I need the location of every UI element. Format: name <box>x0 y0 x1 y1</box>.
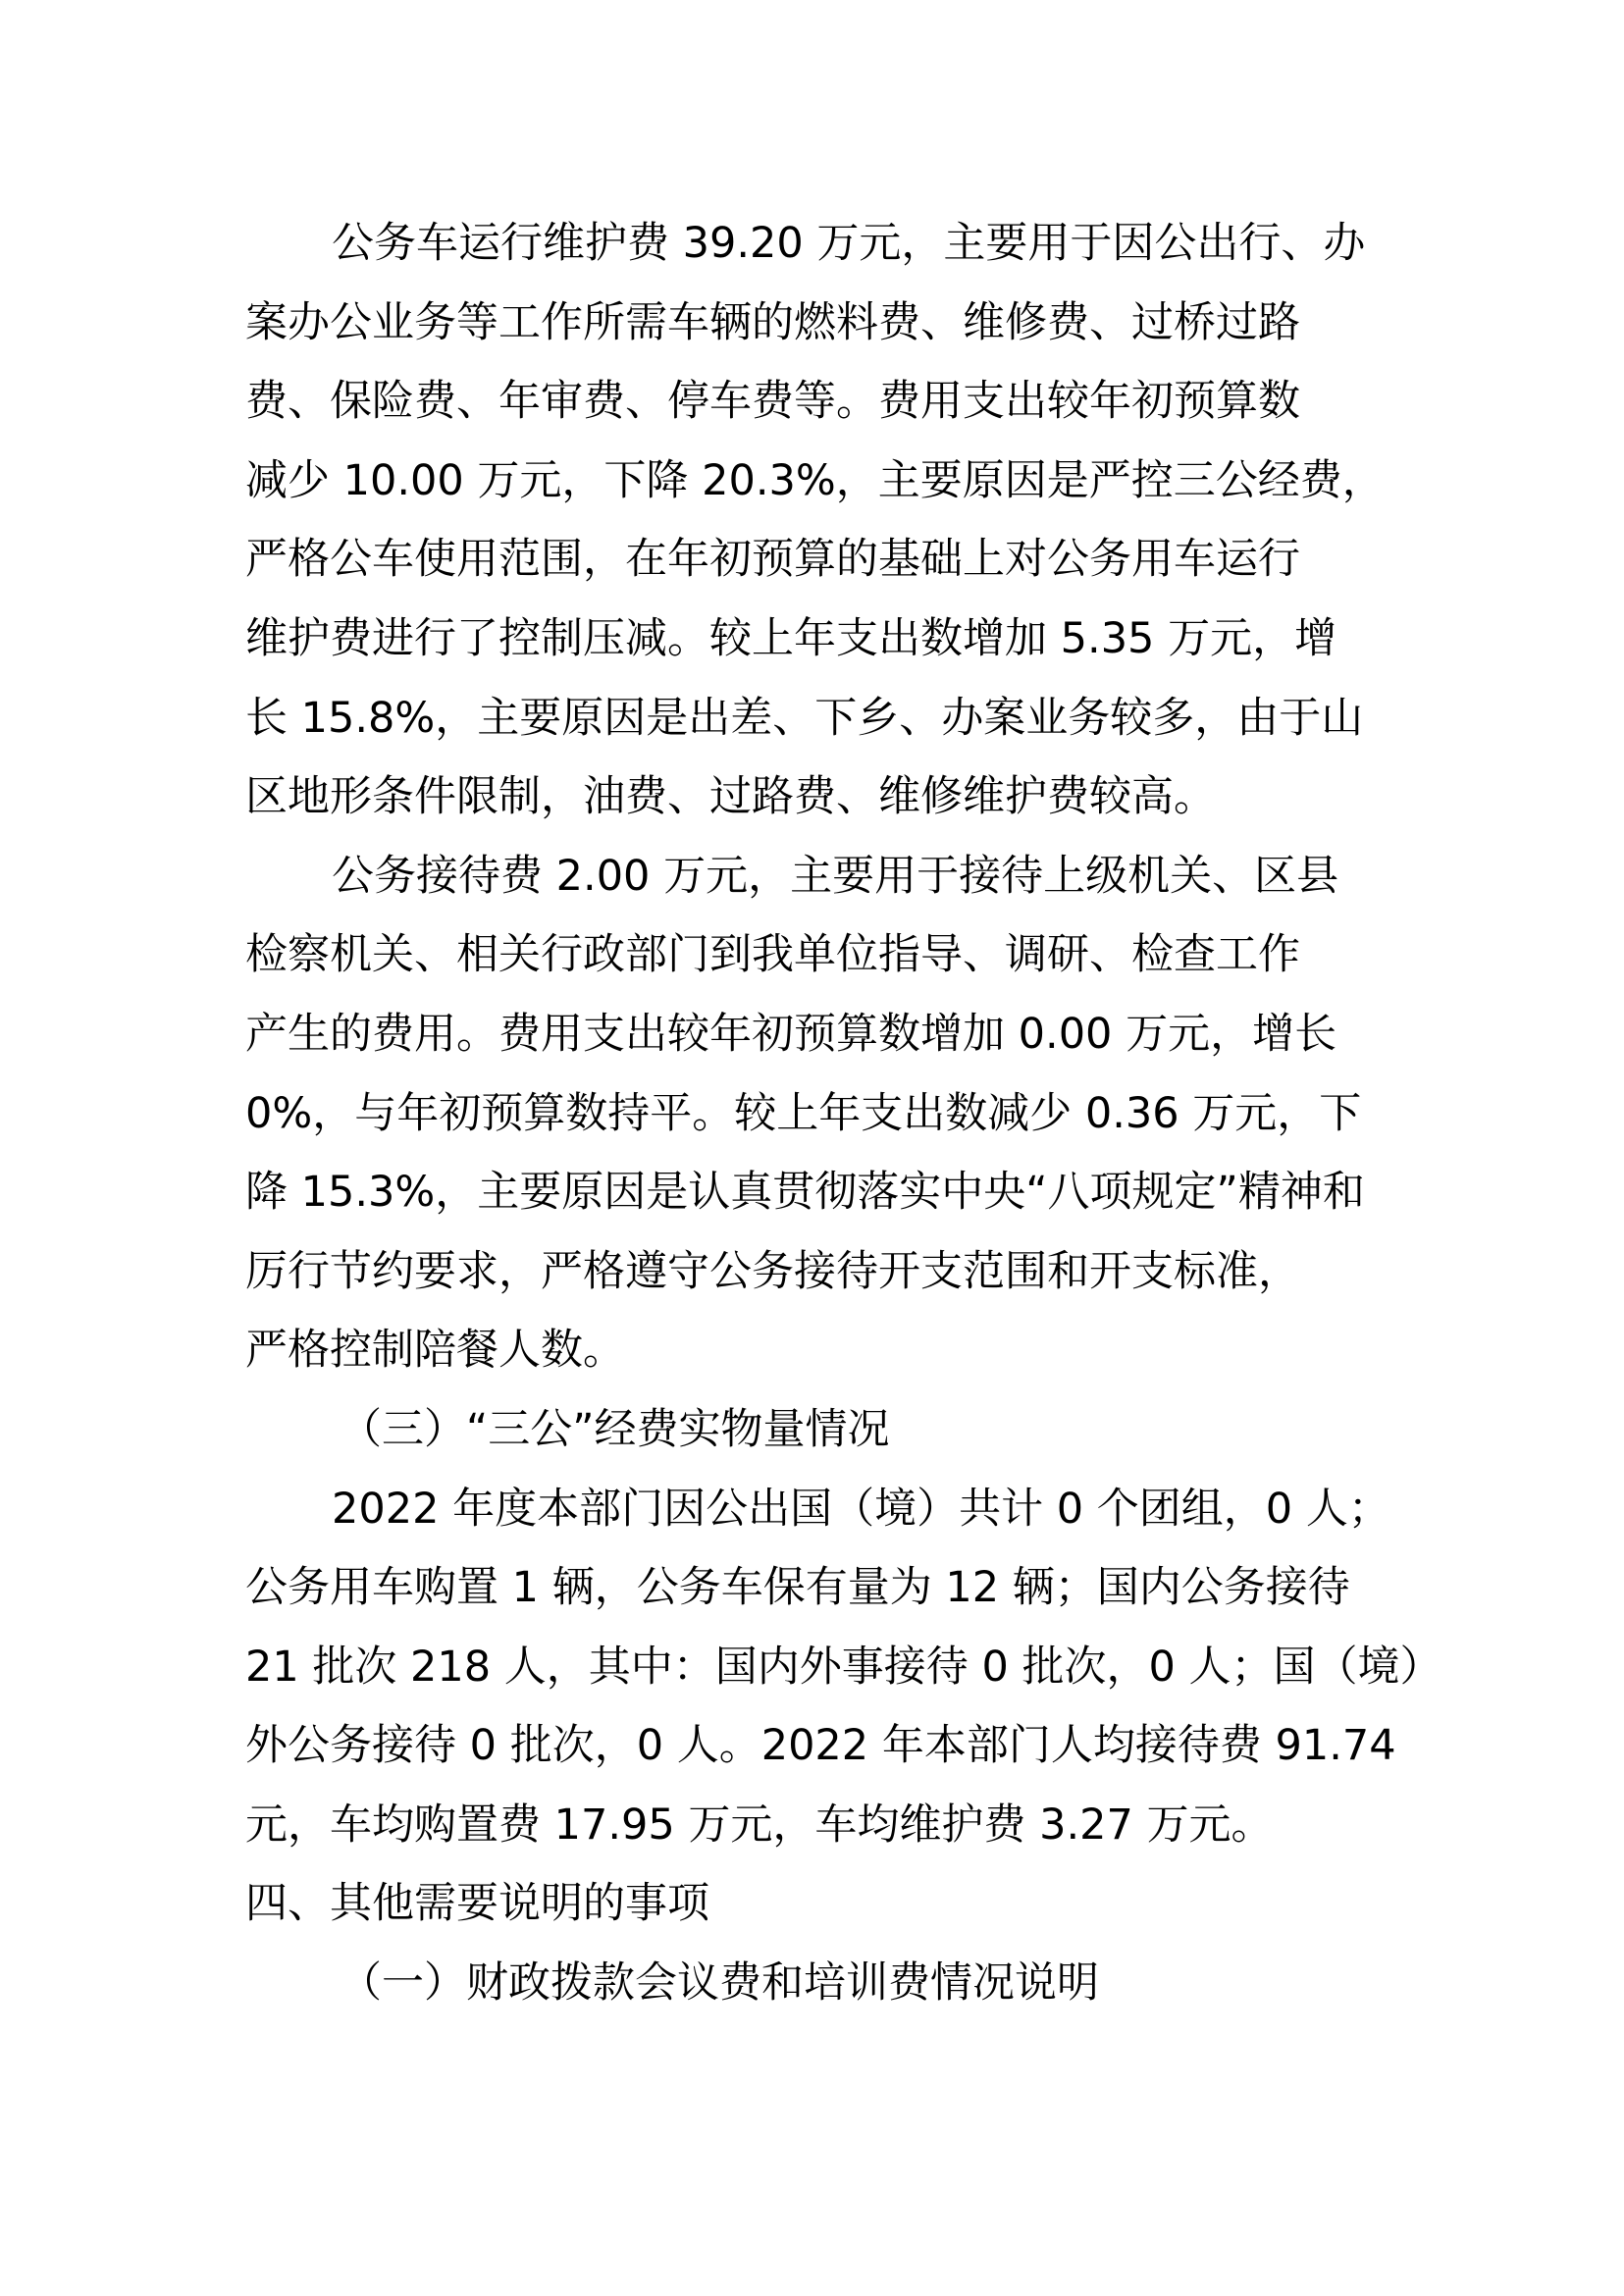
text-line: 厉行节约要求，严格遵守公务接待开支范围和开支标准， <box>245 1246 1300 1296</box>
text-line: 产生的费用。费用支出较年初预算数增加 0.00 万元，增长 <box>245 1009 1337 1059</box>
text-line: 案办公业务等工作所需车辆的燃料费、维修费、过桥过路 <box>245 297 1300 347</box>
text-line: 降 15.3%，主要原因是认真贯彻落实中央“八项规定”精神和 <box>245 1168 1365 1218</box>
paragraph-physical-quantity <box>245 1470 1442 1865</box>
text-line: 维护费进行了控制压减。较上年支出数增加 5.35 万元，增 <box>245 613 1337 663</box>
text-line: 公务用车购置 1 辆，公务车保有量为 12 辆；国内公务接待 <box>245 1563 1350 1613</box>
document-body <box>245 204 1442 2023</box>
text-line: 0%，与年初预算数持平。较上年支出数减少 0.36 万元，下 <box>245 1088 1362 1138</box>
text-line: 检察机关、相关行政部门到我单位指导、调研、检查工作 <box>245 930 1300 980</box>
text-line: 公务车运行维护费 39.20 万元，主要用于因公出行、办 <box>332 219 1366 268</box>
paragraph-vehicle-maintenance <box>245 204 1384 837</box>
text-line: 严格公车使用范围，在年初预算的基础上对公务用车运行 <box>245 535 1300 585</box>
text-line: 外公务接待 0 批次，0 人。2022 年本部门人均接待费 91.74 <box>245 1721 1396 1771</box>
section-heading-three-public <box>245 1390 1384 1470</box>
text-line: 公务接待费 2.00 万元，主要用于接待上级机关、区县 <box>332 851 1339 901</box>
section-heading-four-one <box>245 1944 1384 2023</box>
text-line: 严格控制陪餐人数。 <box>245 1326 625 1376</box>
section-heading: （一）财政拨款会议费和培训费情况说明 <box>340 1958 1099 2009</box>
section-heading: 四、其他需要说明的事项 <box>245 1879 709 1929</box>
text-line: 长 15.8%，主要原因是出差、下乡、办案业务较多，由于山 <box>245 693 1364 743</box>
text-line: 21 批次 218 人，其中：国内外事接待 0 批次，0 人；国（境） <box>245 1642 1442 1692</box>
text-line: 元，车均购置费 17.95 万元，车均维护费 3.27 万元。 <box>245 1800 1274 1850</box>
paragraph-official-reception <box>245 837 1384 1390</box>
text-line: 费、保险费、年审费、停车费等。费用支出较年初预算数 <box>245 377 1300 427</box>
text-line: 2022 年度本部门因公出国（境）共计 0 个团组，0 人； <box>332 1484 1390 1534</box>
text-line: 区地形条件限制，油费、过路费、维修维护费较高。 <box>245 772 1216 822</box>
section-heading-four <box>245 1864 1384 1944</box>
text-line: 减少 10.00 万元，下降 20.3%，主要原因是严控三公经费， <box>245 455 1385 505</box>
section-heading: （三）“三公”经费实物量情况 <box>340 1404 890 1454</box>
